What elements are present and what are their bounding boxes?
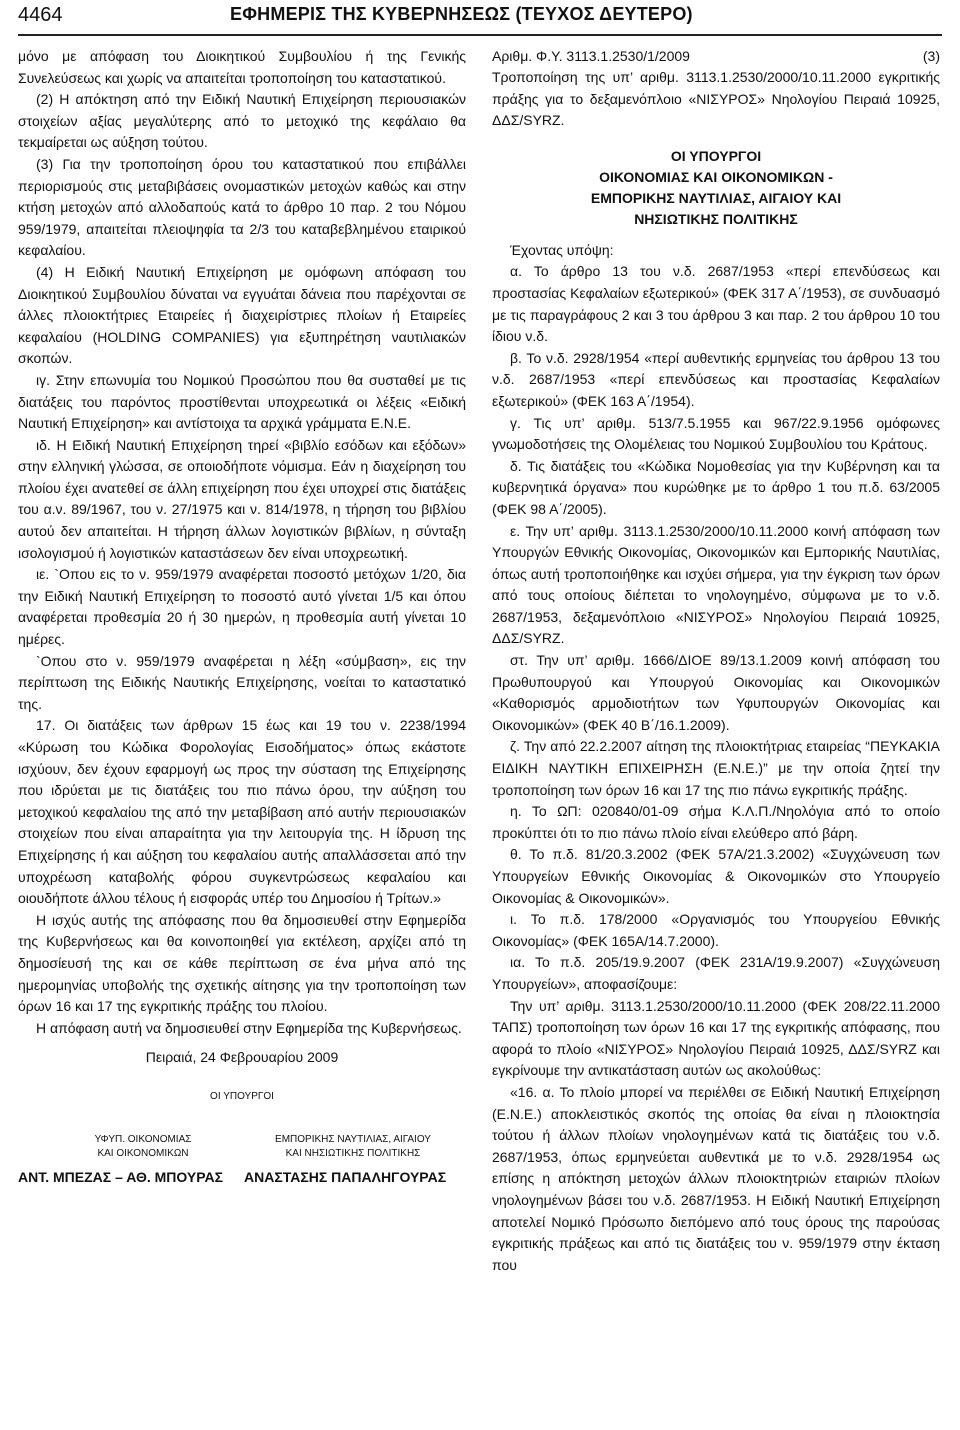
- sign-left-title-line: ΚΑΙ ΟΙΚΟΝΟΜΙΚΩΝ: [97, 1148, 189, 1160]
- ministers-title-line: ΟΙ ΥΠΟΥΡΓΟΙ: [670, 147, 762, 164]
- journal-title: ΕΦΗΜΕΡΙΣ ΤΗΣ ΚΥΒΕΡΝΗΣΕΩΣ (ΤΕΥΧΟΣ ΔΕΥΤΕΡΟ): [230, 4, 693, 24]
- considering-heading: Έχοντας υπόψη:: [510, 241, 614, 258]
- paragraph: 17. Οι διατάξεις των άρθρων 15 έως και 19 του ν. 2238/1994 «Κύρωση του Κώδικα Φορολογίας Εισοδήματος» όπως εκάστοτε ισχύουν, δεν έχουν εφαρμογή ως προς την σύσταση της Επιχείρησης που ιδρύεται με τις διατάξεις του πιο πάνω όρου, την αύξηση του μετοχικού κεφαλαίου της από την μεταβίβαση από αυτήν περιουσιακών στοιχείων που είναι απαραίτητα για την λειτουργία της. Η ίδρυση της Επιχείρησης ή και αύξηση του κεφαλαίου αυτής απαλλάσσεται από την υποχρέωση καταβολής φόρου συγκεντρώσεως κεφαλαίου και οιουδήποτε άλλου τέλους ή εισφοράς υπέρ του Δημοσίου ή Τρίτων.»: [18, 717, 466, 907]
- consideration-item: ια. Το π.δ. 205/19.9.2007 (ΦΕΚ 231Α/19.9.2007) «Συγχώνευση Υπουργείων», αποφασίζουμε:: [492, 954, 940, 992]
- ministers-title-line: ΝΗΣΙΩΤΙΚΗΣ ΠΟΛΙΤΙΚΗΣ: [634, 210, 798, 227]
- paragraph: μόνο με απόφαση του Διοικητικού Συμβουλίου ή της Γενικής Συνελεύσεως και χωρίς να απαιτείται τροποποίηση του καταστατικού.: [18, 48, 466, 86]
- consideration-item: στ. Την υπ’ αριθμ. 1666/ΔΙΟΕ 89/13.1.2009 κοινή απόφαση του Πρωθυπουργού και Υπουργού Οικονομίας και Οικονομικών «Καθορισμός αρμοδιοτήτων των Υφυπουργών Οικονομίας και Οικονομικών» (ΦΕΚ 40 Β΄/16.1.2009).: [492, 652, 940, 733]
- paragraph: Η απόφαση αυτή να δημοσιευθεί στην Εφημερίδα της Κυβερνήσεως.: [36, 1019, 462, 1036]
- consideration-item: γ. Τις υπ’ αριθμ. 513/7.5.1955 και 967/22.9.1956 ομόφωνες γνωμοδοτήσεις της Ολομέλειας του Νομικού Συμβουλίου του Κράτους.: [492, 414, 940, 453]
- sign-left-title: [58, 1133, 228, 1161]
- left-column: [18, 46, 466, 1229]
- consideration-item: δ. Τις διατάξεις του «Κώδικα Νομοθεσίας για την Κυβέρνηση και τα κυβερνητικά όργανα» που κυρώθηκε με το άρθρο 1 του π.δ. 63/2005 (ΦΕΚ 98 Α΄/2005).: [492, 457, 940, 517]
- paragraph: ιγ. Στην επωνυμία του Νομικού Προσώπου που θα συσταθεί με τις διατάξεις του παρόντος προστίθενται υποχρεωτικά οι λέξεις «Ειδική Ναυτική Επιχείρηση» και αντίστοιχα τα αρχικά γράμματα Ε.Ν.Ε.: [18, 371, 466, 432]
- paragraph: Η ισχύς αυτής της απόφασης που θα δημοσιευθεί στην Εφημερίδα της Κυβερνήσεως και θα κοινοποιηθεί για εκτέλεση, αρχίζει από τη δημοσίευσή της και σε κάθε περίπτωση σε ένα μήνα από της ημερομηνίας υποβολής της σχετικής αίτησης για την τροποποίηση των όρων 16 και 17 της εγκριτικής πράξης του πλοίου.: [18, 911, 466, 1015]
- page-number: 4464: [18, 4, 63, 26]
- consideration-item: ι. Το π.δ. 178/2000 «Οργανισμός του Υπουργείου Εθνικής Οικονομίας» (ΦΕΚ 165Α/14.7.2000).: [492, 911, 940, 949]
- decision-number: Αριθμ. Φ.Υ. 3113.1.2530/1/2009: [492, 48, 690, 64]
- ministers-title: [492, 146, 940, 230]
- sign-right-name: ΑΝΑΣΤΑΣΗΣ ΠΑΠΑΛΗΓΟΥΡΑΣ: [244, 1169, 447, 1186]
- sign-right-title: [248, 1133, 458, 1161]
- right-column: [492, 46, 940, 1276]
- signature-block: [18, 1049, 466, 1229]
- sign-ministers-heading: ΟΙ ΥΠΟΥΡΓΟΙ: [210, 1091, 274, 1103]
- consideration-item: α. Το άρθρο 13 του ν.δ. 2687/1953 «περί επενδύσεως και προστασίας Κεφαλαίων εξωτερικού» (ΦΕΚ 317 Α΄/1953), σε συνδυασμό με τις παραγράφους 2 και 3 του άρθρου 3 και παρ. 2 του άρθρου 10 του ίδιου ν.δ.: [492, 263, 940, 345]
- consideration-item: θ. Το π.δ. 81/20.3.2002 (ΦΕΚ 57Α/21.3.2002) «Συγχώνευση των Υπουργείων Εθνικής Οικονομίας & Οικονομικών στο Υπουργείο Οικονομίας & Οικονομικών».: [492, 846, 940, 906]
- paragraph: `Οπου στο ν. 959/1979 αναφέρεται η λέξη «σύμβαση», εις την περίπτωση της Ειδικής Ναυτικής Επιχείρησης, νοείται το καταστατικό της.: [18, 652, 466, 712]
- header-rule: [18, 34, 942, 36]
- paragraph: (4) Η Ειδική Ναυτική Επιχείρηση με ομόφωνη απόφαση του Διοικητικού Συμβουλίου δύναται να εγγυάται δάνεια που παρέχονται σε άλλες πλοιοκτήτριες Εταιρείες ή διαχειρίστριες πλοίων ή Εταιρείες κεφαλαίου (HOLDING COMPANIES) για εξυπηρέτηση ναυτιλιακών σκοπών.: [18, 263, 466, 367]
- consideration-item: ζ. Την από 22.2.2007 αίτηση της πλοιοκτήτριας εταιρείας “ΠΕΥΚΑΚΙΑ ΕΙΔΙΚΗ ΝΑΥΤΙΚΗ ΕΠΙΧΕΙΡΗΣΗ (Ε.Ν.Ε.)” με την οποία ζητεί την τροποποίηση των όρων 16 και 17 της πιο πάνω εγκριτικής πράξης.: [492, 738, 940, 798]
- sign-right-title-line: ΕΜΠΟΡΙΚΗΣ ΝΑΥΤΙΛΙΑΣ, ΑΙΓΑΙΟΥ: [275, 1134, 431, 1146]
- ministers-title-line: ΟΙΚΟΝΟΜΙΑΣ ΚΑΙ ΟΙΚΟΝΟΜΙΚΩΝ -: [599, 168, 833, 185]
- sign-place-date: Πειραιά, 24 Φεβρουαρίου 2009: [145, 1049, 339, 1066]
- paragraph: (2) Η απόκτηση από την Ειδική Ναυτική Επιχείρηση περιουσιακών στοιχείων αξίας μεγαλύτερης από το μετοχικό της κεφάλαιο θα τεκμαίρεται ως αύξηση τούτου.: [18, 91, 466, 151]
- sign-left-name: ΑΝΤ. ΜΠΕΖΑΣ – ΑΘ. ΜΠΟΥΡΑΣ: [18, 1169, 224, 1186]
- ministers-title-line: ΕΜΠΟΡΙΚΗΣ ΝΑΥΤΙΛΙΑΣ, ΑΙΓΑΙΟΥ ΚΑΙ: [590, 189, 842, 206]
- consideration-item: β. Το ν.δ. 2928/1954 «περί αυθεντικής ερμηνείας του άρθρου 13 του ν.δ. 2687/1953 «περί επενδύσεως και προστασίας Κεφαλαίων εξωτερικού» (ΦΕΚ 163 Α΄/1954).: [492, 349, 940, 409]
- page-header: [0, 0, 960, 46]
- decision-text: Την υπ’ αριθμ. 3113.1.2530/2000/10.11.2000 (ΦΕΚ 208/22.11.2000 ΤΑΠΣ) τροποποίηση των όρων 16 και 17 της εγκριτικής απόφασης, που αφορά το πλοίο «ΝΙΣΥΡΟΣ» Νηολογίου Πειραιά 10925, ΔΔΣ/SYRZ και εγκρίνουμε την αντικατάσταση αυτών ως ακολούθως:: [492, 997, 940, 1079]
- decision-sequence: (3): [922, 48, 940, 64]
- paragraph: (3) Για την τροποποίηση όρου του καταστατικού που επιβάλλει περιορισμούς στις μεταβιβάσεις ονομαστικών μετοχών καθώς και στην κτήση μετοχών από αλλοδαπούς κατά το άρθρο 10 παρ. 2 του Νόμου 959/1979, απαιτείται πλειοψηφία τα 2/3 του καταβεβλημένου εταιρικού κεφαλαίου.: [18, 155, 466, 259]
- consideration-item: ε. Την υπ’ αριθμ. 3113.1.2530/2000/10.11.2000 κοινή απόφαση των Υπουργών Εθνικής Οικονομίας, Οικονομικών και Εμπορικής Ναυτιλίας, όπως αυτή τροποποιήθηκε και ισχύει σήμερα, για την έγκριση των όρων από τους οποίους διέπεται το νηολογημένο, σύμφωνα με το ν.δ. 2687/1953, δεξαμενόπλοιο «ΝΙΣΥΡΟΣ» Νηολογίου Πειραιά 10925, ΔΔΣ/SYRZ.: [492, 522, 940, 647]
- consideration-item: η. Το ΩΠ: 020840/01-09 σήμα Κ.Λ.Π./Νηολόγια από το οποίο προκύπτει ότι το πιο πάνω πλοίο είναι ελεύθερο από βάρη.: [492, 803, 940, 841]
- term-16-text: «16. α. Το πλοίο μπορεί να περιέλθει σε Ειδική Ναυτική Επιχείρηση (Ε.Ν.Ε.) αποκλειστικός σκοπός της οποίας θα είναι η πλοιοκτησία τούτου ή άλλων πλοίων νηολογημένων κατά τις διατάξεις του ν.δ. 2687/1953, όπως ερμηνεύεται αυθεντικά με το ν.δ. 2928/1954 ως επίσης η απόκτηση μετοχών άλλων πλοιοκτητριών εταιριών πλοίων νηολογημένων βάσει του ν.δ. 2687/1953. Η Ειδική Ναυτική Επιχείρηση αποτελεί Νομικό Πρόσωπο διεπόμενο από τους όρους της παρούσας εγκριτικής πράξεως και από τις διατάξεις του ν. 959/1979 στην έκταση που: [492, 1083, 940, 1273]
- paragraph: ιδ. Η Ειδική Ναυτική Επιχείρηση τηρεί «βιβλίο εσόδων και εξόδων» στην ελληνική γλώσσα, σε οποιοδήποτε νόμισμα. Εάν η διαχείρηση του πλοίου έχει ανατεθεί σε άλλη επιχείρηση που έχει υποχρεί στις διατάξεις του α.ν. 89/1967, του ν. 27/1975 και ν. 814/1978, η τήρηση του βιβλίου αυτού δεν απαιτείται. Η τήρηση άλλων λογιστικών βιβλίων, η σύνταξη ισολογισμού ή λογιστικών καταστάσεων δεν είναι υποχρεωτική.: [18, 436, 466, 561]
- decision-number-line: [492, 46, 940, 67]
- decision-subject: Τροποποίηση της υπ’ αριθμ. 3113.1.2530/2000/10.11.2000 εγκριτικής πράξης για το δεξαμενόπλοιο «ΝΙΣΥΡΟΣ» Νηολογίου Πειραιά 10925, ΔΔΣ/SYRZ.: [492, 69, 940, 129]
- sign-right-title-line: ΚΑΙ ΝΗΣΙΩΤΙΚΗΣ ΠΟΛΙΤΙΚΗΣ: [285, 1148, 421, 1160]
- sign-left-title-line: ΥΦΥΠ. ΟΙΚΟΝΟΜΙΑΣ: [94, 1134, 192, 1146]
- paragraph: ιε. `Οπου εις το ν. 959/1979 αναφέρεται ποσοστό μετόχων 1/20, δια την Ειδική Ναυτική Επιχείρηση το ποσοστό αυτό γίνεται 1/5 και όπου αναφέρεται προθεσμία 20 ή 30 ημερών, η προθεσμία αυτή γίνεται 10 ημέρες.: [18, 566, 466, 648]
